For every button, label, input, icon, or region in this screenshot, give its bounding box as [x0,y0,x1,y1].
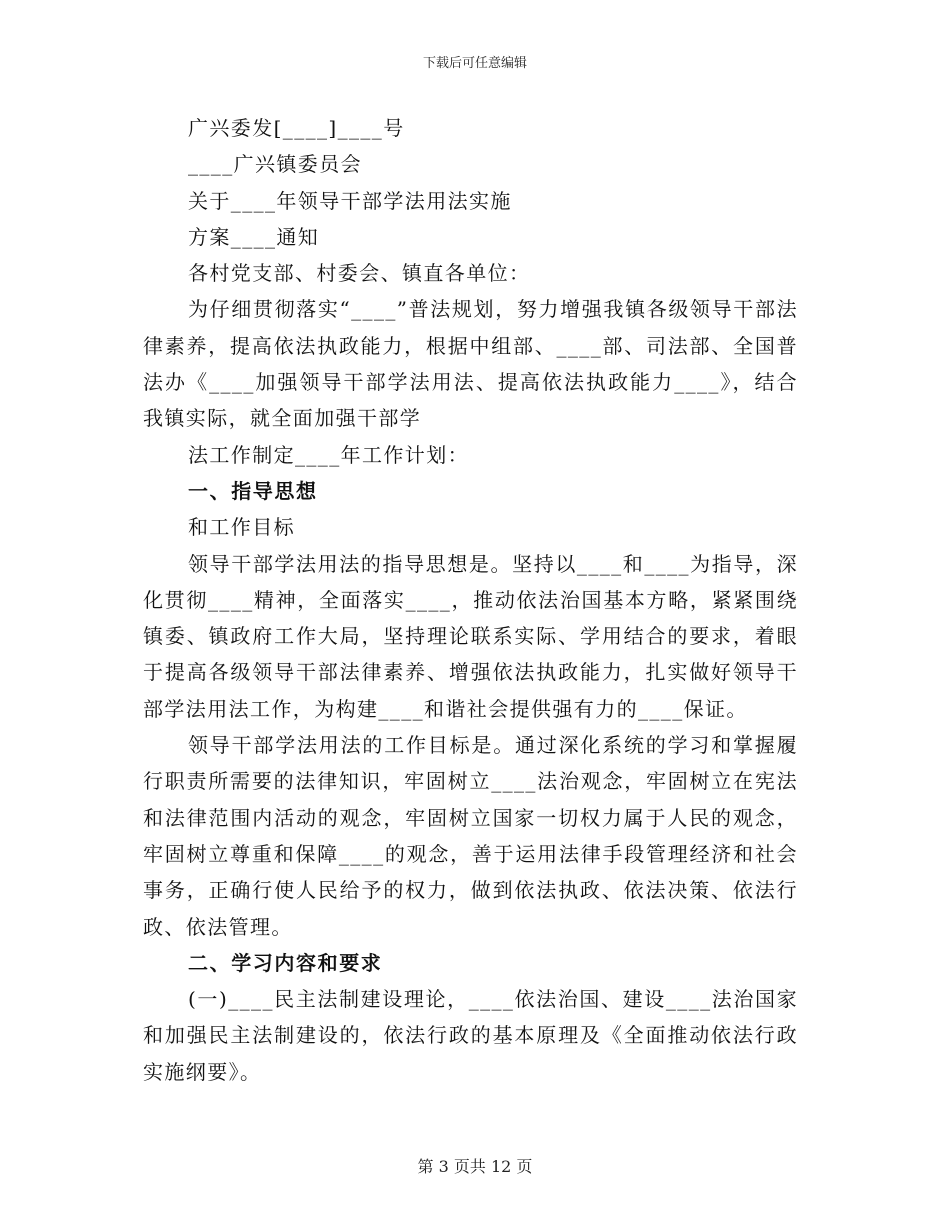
intro-paragraph: 为仔细贯彻落实“____”普法规划，努力增强我镇各级领导干部法律素养，提高依法执政能力，根据中组部、____部、司法部、全国普法办《____加强领导干部学法用法、提高依法执政能力____》，结合我镇实际，就全面加强干部学 [143,297,798,431]
section-heading-1: 一、指导思想 [188,478,318,503]
title-line-1: 关于____年领导干部学法用法实施 [188,188,512,213]
title-line-2: 方案____通知 [188,224,320,249]
issuer-line: ____广兴镇委员会 [188,152,362,177]
page-header: 下载后可任意编辑 [422,56,527,71]
guiding-ideology-paragraph: 领导干部学法用法的指导思想是。坚持以____和____为指导，深化贯彻____精神，全面落实____，推动依法治国基本方略，紧紧围绕镇委、镇政府工作大局，坚持理论联系实际、学用结合的要求，着眼于提高各级领导干部法律素养、增强依法执政能力，扎实做好领导干部学法用法工作，为构建____和谐社会提供强有力的____保证。 [143,551,798,721]
section-heading-2: 二、学习内容和要求 [188,950,383,975]
work-goal-paragraph: 领导干部学法用法的工作目标是。通过深化系统的学习和掌握履行职责所需要的法律知识，牢固树立____法治观念，牢固树立在宪法和法律范围内活动的观念，牢固树立国家一切权力属于人民的观念，牢固树立尊重和保障____的观念，善于运用法律手段管理经济和社会事务，正确行使人民给予的权力，做到依法执政、依法决策、依法行政、依法管理。 [143,733,798,939]
document-body [143,110,798,1090]
page-footer: 第 3 页共 12 页 [417,1157,533,1176]
intro-continuation: 法工作制定____年工作计划： [188,442,469,467]
content-item-1: (一)____民主法制建设理论，____依法治国、建设____法治国家和加强民主法制建设的，依法行政的基本原理及《全面推动依法行政实施纲要》。 [143,987,798,1084]
addressee: 各村党支部、村委会、镇直各单位： [188,261,531,286]
section-heading-1-continuation: 和工作目标 [188,515,295,540]
doc-number: 广兴委发[____]____号 [188,116,405,140]
